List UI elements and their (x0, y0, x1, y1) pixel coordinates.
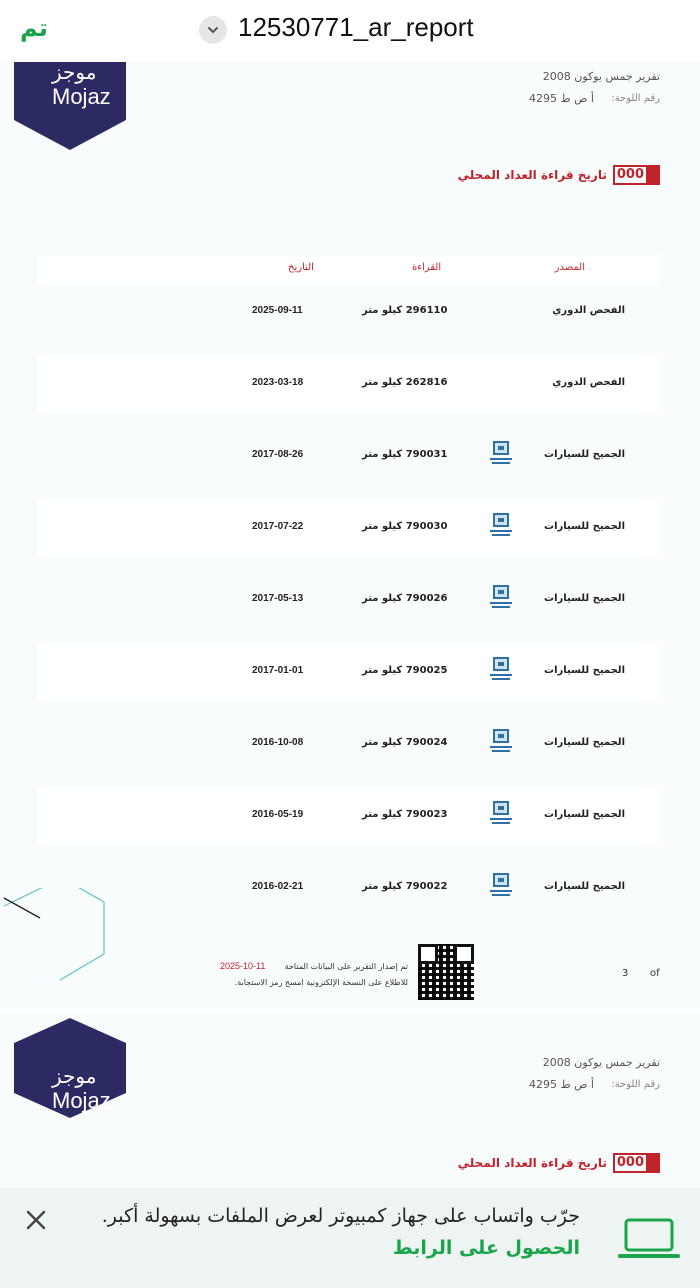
vehicle-title: تقرير جمس يوكون 2008 (542, 1056, 660, 1069)
section-title: تاريخ قراءة العداد المحلي (457, 1156, 607, 1170)
logo-text-en: Mojaz (52, 1088, 111, 1113)
table-row (38, 859, 661, 917)
cell-reading: 262816 كيلو متر (362, 377, 448, 388)
document-title: 12530771_ar_report (238, 12, 474, 42)
aljomaih-logo-icon (490, 513, 512, 537)
cell-source: الفحص الدوري (552, 377, 625, 388)
plate-label: رقم اللوحة: (611, 1079, 660, 1090)
cell-date: 2017-05-13 (252, 593, 304, 604)
table-header (38, 255, 661, 283)
mojaz-logo (14, 62, 126, 150)
close-icon[interactable] (22, 1206, 50, 1234)
aljomaih-logo-icon (490, 585, 512, 609)
cell-source: الجميح للسيارات (544, 737, 625, 748)
cell-date: 2016-02-21 (252, 881, 304, 892)
cell-date: 2016-05-19 (252, 809, 304, 820)
cell-reading: 790024 كيلو متر (362, 737, 448, 748)
cell-date: 2016-10-08 (252, 737, 304, 748)
aljomaih-logo-icon (490, 801, 512, 825)
cell-date: 2017-07-22 (252, 521, 304, 532)
cell-source: الفحص الدوري (552, 305, 625, 316)
cell-reading: 790031 كيلو متر (362, 449, 448, 460)
section-title: تاريخ قراءة العداد المحلي (457, 168, 607, 182)
page-number: 3 (622, 968, 629, 979)
decorative-hex-lines (0, 888, 110, 1018)
chevron-down-icon (206, 23, 220, 37)
logo-text-ar: موجز (52, 1064, 97, 1088)
table-row (38, 643, 661, 701)
table-row (38, 499, 661, 557)
title-dropdown[interactable] (199, 16, 227, 44)
aljomaih-logo-icon (490, 729, 512, 753)
plate-value: أ ص ط 4295 (528, 1078, 594, 1091)
page-of: of (650, 968, 660, 979)
vehicle-title: تقرير جمس يوكون 2008 (542, 70, 660, 83)
desktop-promo-banner (0, 1188, 700, 1288)
header-reading: القراءة (412, 262, 442, 273)
odometer-table (38, 255, 661, 917)
logo-text-en: Mojaz (52, 84, 111, 109)
cell-reading: 790023 كيلو متر (362, 809, 448, 820)
cell-source: الجميح للسيارات (544, 521, 625, 532)
get-link-button[interactable]: الحصول على الرابط (392, 1237, 580, 1259)
table-row (38, 355, 661, 413)
table-row (38, 427, 661, 485)
cell-date: 2023-03-18 (252, 377, 304, 388)
qr-code (418, 944, 474, 1000)
cell-reading: 790030 كيلو متر (362, 521, 448, 532)
cell-date: 2017-08-26 (252, 449, 304, 460)
issued-text: تم إصدار التقرير على البيانات المتاحة (284, 962, 408, 971)
cell-source: الجميح للسيارات (544, 665, 625, 676)
banner-message (60, 1200, 580, 1264)
section-header (458, 165, 660, 185)
table-row (38, 787, 661, 845)
cell-source: الجميح للسيارات (544, 881, 625, 892)
odometer-icon: 000 (613, 1153, 660, 1173)
cell-reading: 790022 كيلو متر (362, 881, 448, 892)
section-header (458, 1153, 660, 1173)
issued-date: 2025-10-11 (220, 961, 266, 971)
table-row (38, 283, 661, 341)
plate-label: رقم اللوحة: (611, 93, 660, 104)
qr-instructions: للاطلاع على النسخة الإلكترونية امسح رمز الاستجابة. (234, 978, 408, 987)
plate-value: أ ص ط 4295 (528, 92, 594, 105)
done-button[interactable]: تم (20, 14, 48, 42)
report-page-2 (0, 1012, 700, 1192)
cell-reading: 790025 كيلو متر (362, 665, 448, 676)
top-bar (0, 0, 700, 62)
banner-text: جرّب واتساب على جهاز كمبيوتر لعرض الملفات بسهولة أكبر. (101, 1205, 580, 1227)
header-source: المصدر (554, 262, 585, 273)
aljomaih-logo-icon (490, 873, 512, 897)
odometer-icon: 000 (613, 165, 660, 185)
cell-source: الجميح للسيارات (544, 449, 625, 460)
table-row (38, 571, 661, 629)
laptop-icon (618, 1218, 680, 1262)
cell-date: 2017-01-01 (252, 665, 304, 676)
cell-reading: 296110 كيلو متر (362, 305, 448, 316)
logo-text-ar: موجز (52, 62, 97, 84)
aljomaih-logo-icon (490, 657, 512, 681)
cell-reading: 790026 كيلو متر (362, 593, 448, 604)
header-date: التاريخ (288, 262, 314, 273)
table-row (38, 715, 661, 773)
report-page (0, 62, 700, 1007)
cell-source: الجميح للسيارات (544, 809, 625, 820)
cell-source: الجميح للسيارات (544, 593, 625, 604)
aljomaih-logo-icon (490, 441, 512, 465)
mojaz-logo-2 (14, 1018, 126, 1118)
cell-date: 2025-09-11 (252, 305, 303, 316)
